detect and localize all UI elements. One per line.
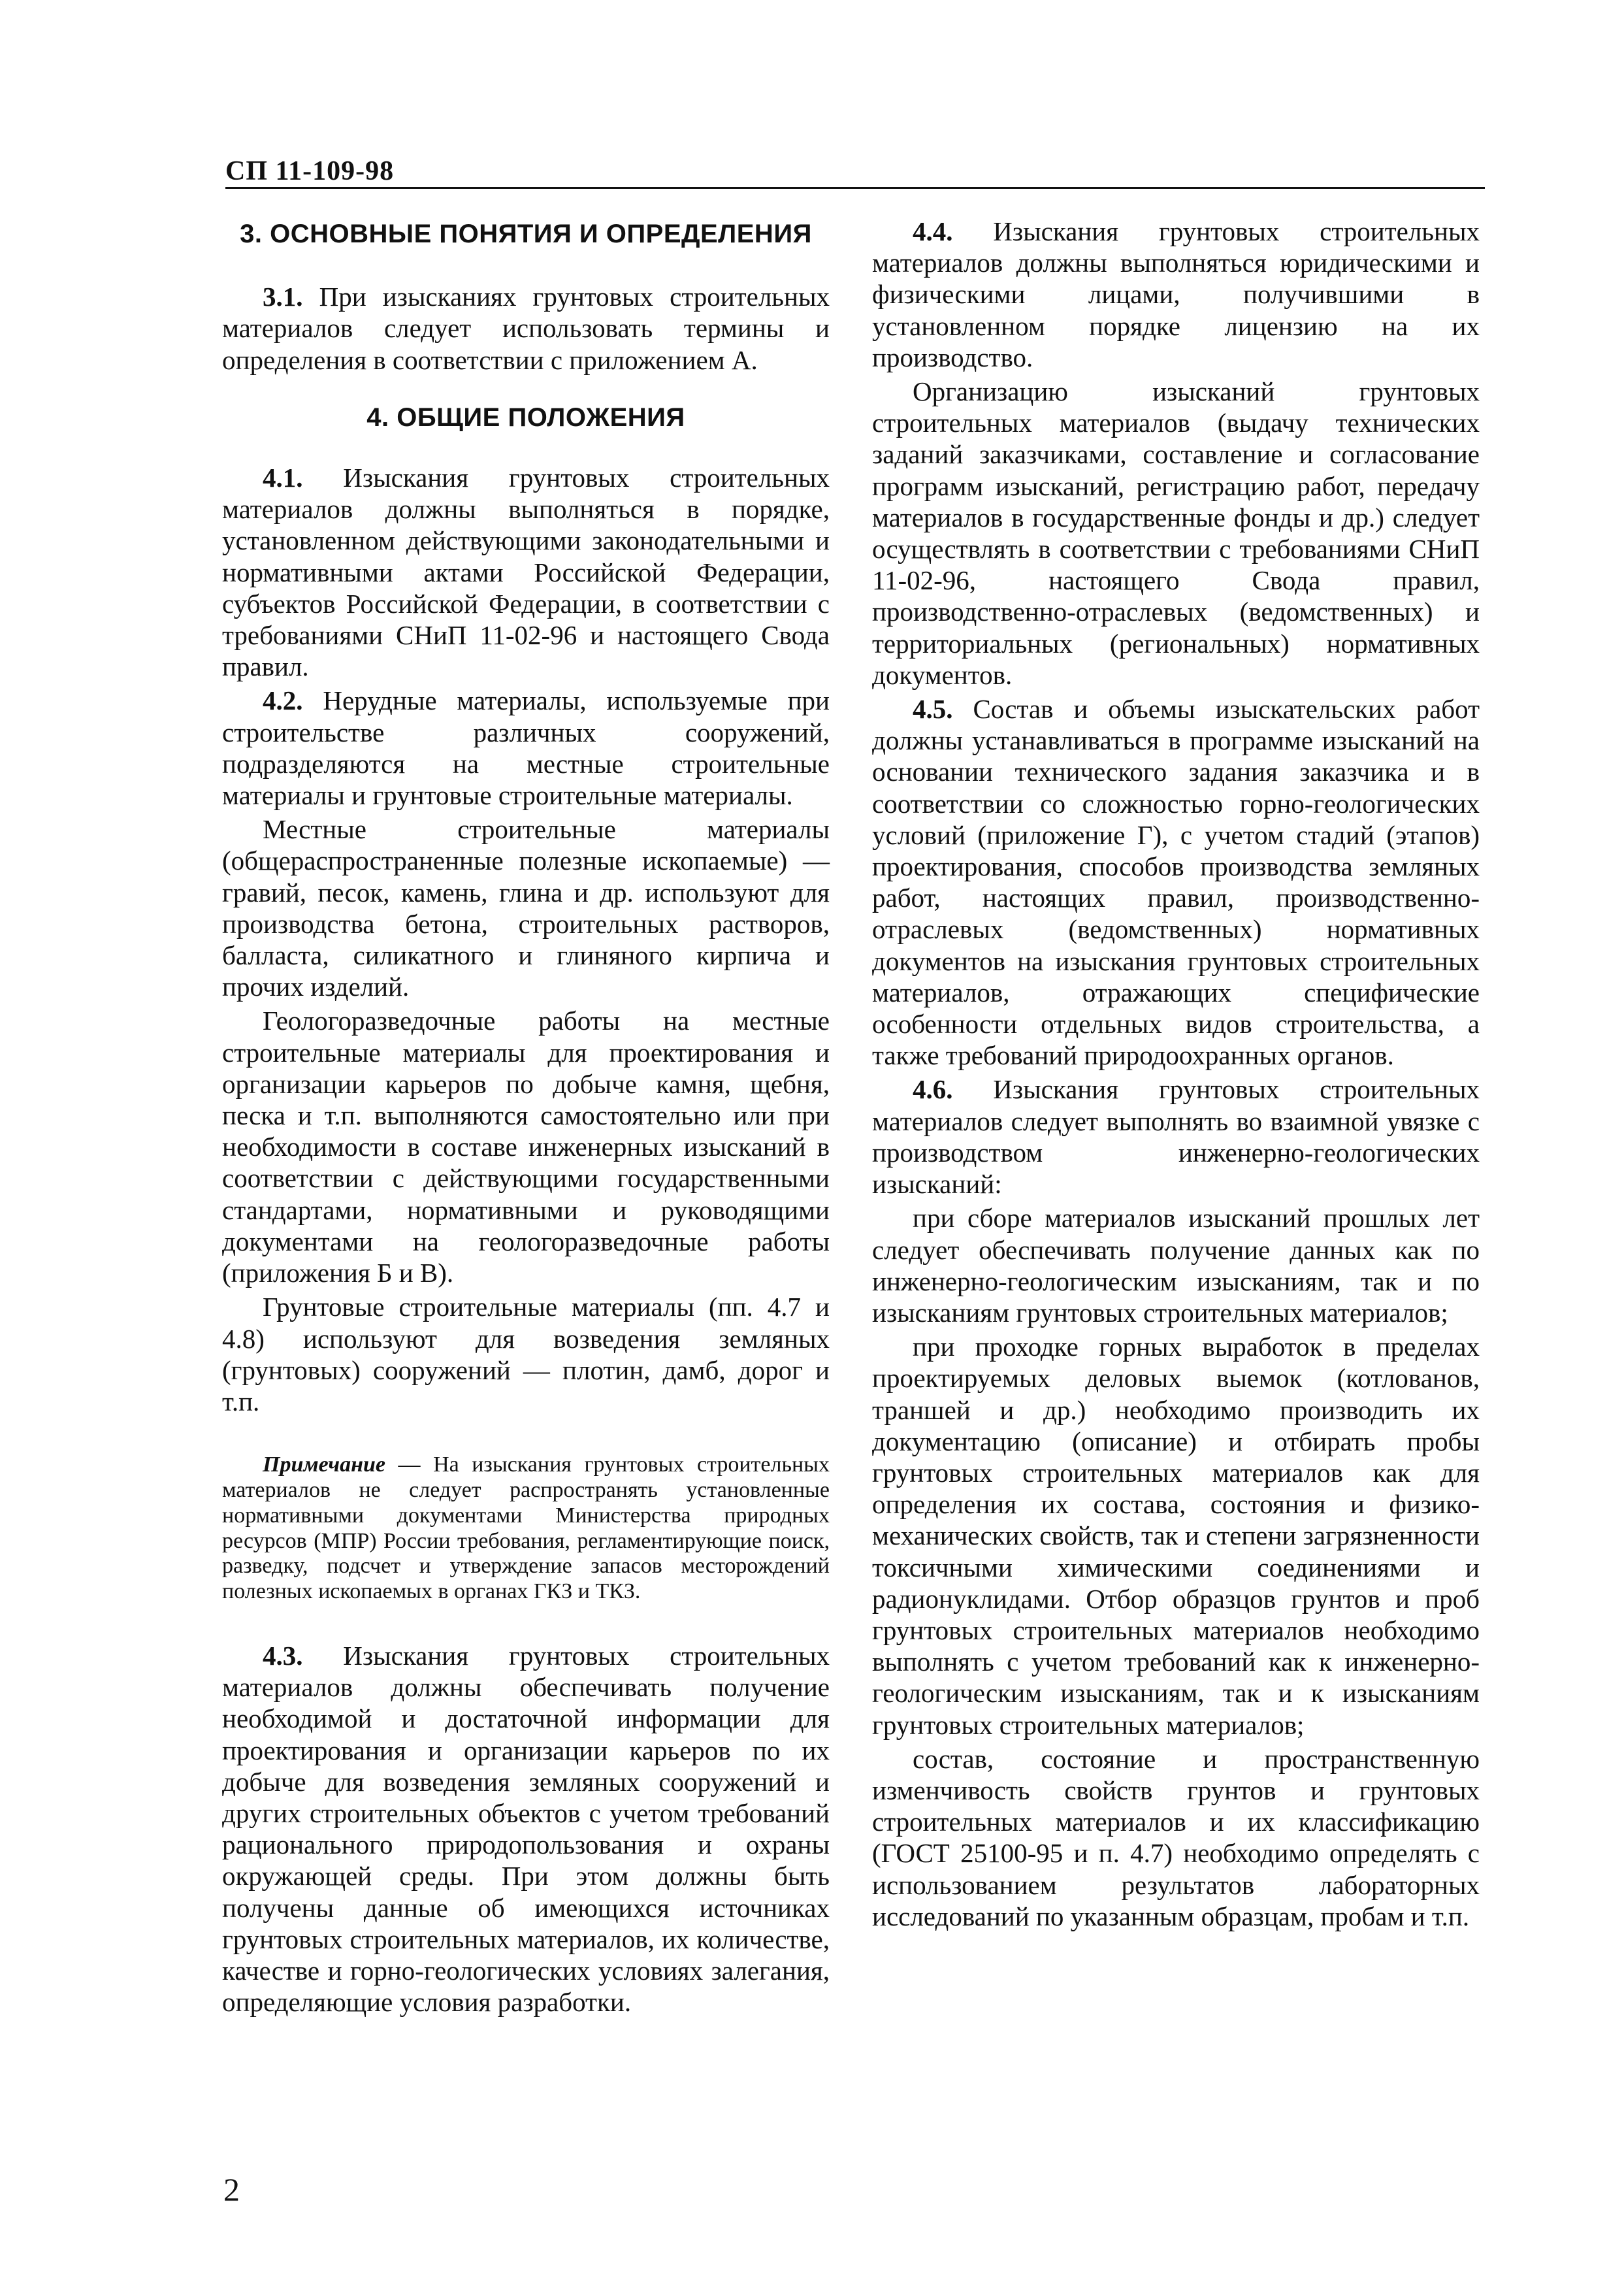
clause-number: 4.3.	[263, 1640, 303, 1671]
paragraph-text: Нерудные материалы, используемые при строительстве различных сооружений, подразделяются на местные строительные материалы и грунтовые строительные материалы.	[222, 685, 830, 811]
paragraph-local-materials: Местные строительные материалы (общераспространенные полезные ископаемые) — гравий, песок, камень, глина и др. используют для производства бетона, строительных растворов, балласта, силикатного и глиняного кирпича и прочих изделий.	[222, 814, 830, 1002]
paragraph-text: Изыскания грунтовых строительных материалов должны выполняться в порядке, установленном действующими законодательными и нормативными актами Российской Федерации, субъектов Российской Федерации, в соответствии с требованиями СНиП 11-02-96 и настоящего Свода правил.	[222, 463, 830, 682]
clause-number: 4.2.	[263, 685, 303, 716]
clause-number: 4.5.	[913, 694, 953, 725]
clause-number: 3.1.	[263, 282, 303, 312]
paragraph-past-surveys: при сборе материалов изысканий прошлых лет следует обеспечивать получение данных как по инженерно-геологическим изысканиям, так и по изысканиям грунтовых строительных материалов;	[872, 1203, 1480, 1328]
paragraph-4-5	[872, 693, 1480, 1071]
note	[222, 1452, 830, 1605]
clause-number: 4.4.	[913, 216, 953, 246]
left-column	[222, 216, 830, 2018]
paragraph-4-2	[222, 685, 830, 811]
note-text: — На изыскания грунтовых строительных материалов не следует распространять установленные нормативными документами Министерства природных ресурсов (МПР) России требования, регламентирующие поиск, разведку, подсчет и утверждение запасов месторождений полезных ископаемых в органах ГКЗ и ТКЗ.	[222, 1452, 830, 1604]
section-4-heading: 4. ОБЩИЕ ПОЛОЖЕНИЯ	[366, 402, 685, 432]
paragraph-text: Изыскания грунтовых строительных материалов должны обеспечивать получение необходимой и достаточной информации для проектирования и организации карьеров по их добыче для возведения земляных сооружений и других строительных объектов с учетом требований рационального природопользования и охраны окружающей среды. При этом должны быть получены данные об имеющихся источниках грунтовых строительных материалов, их количестве, качестве и горно-геологических условиях залегания, определяющие условия разработки.	[222, 1640, 830, 2018]
paragraph-4-4	[872, 216, 1480, 373]
note-label: Примечание	[263, 1452, 386, 1477]
paragraph-text: Состав и объемы изыскательских работ должны устанавливаться в программе изысканий на основании технического задания заказчика и в соответствии со сложностью горно-геологических условий (приложение Г), с учетом стадий (этапов) проектирования, способов производства земляных работ, настоящих правил, производственно-отраслевых (ведомственных) нормативных документов на изыскания грунтовых строительных материалов, отражающих специфические особенности отдельных видов строительства, а также требований природоохранных органов.	[872, 694, 1480, 1071]
paragraph-organization: Организацию изысканий грунтовых строительных материалов (выдачу технических заданий заказчиками, составление и согласование программ изысканий, регистрацию работ, передачу материалов в государственные фонды и др.) следует осуществлять в соответствии с требованиями СНиП 11-02-96, настоящего Свода правил, производственно-отраслевых (ведомственных) и территориальных (региональных) нормативных документов.	[872, 376, 1480, 690]
paragraph-3-1	[222, 281, 830, 376]
paragraph-soil-materials: Грунтовые строительные материалы (пп. 4.7 и 4.8) используют для возведения земляных (грунтовых) сооружений — плотин, дамб, дорог и т.п.	[222, 1292, 830, 1417]
clause-number: 4.6.	[913, 1074, 953, 1105]
paragraph-text: Изыскания грунтовых строительных материалов следует выполнять во взаимной увязке с производством инженерно-геологических изысканий:	[872, 1074, 1480, 1200]
header-rule	[225, 187, 1485, 189]
right-column	[872, 216, 1480, 1932]
paragraph-text: Изыскания грунтовых строительных материалов должны выполняться юридическими и физическими лицами, получившими в установленном порядке лицензию на их производство.	[872, 216, 1480, 372]
section-3-heading: 3. ОСНОВНЫЕ ПОНЯТИЯ И ОПРЕДЕЛЕНИЯ	[240, 220, 812, 248]
paragraph-geological-works: Геологоразведочные работы на местные строительные материалы для проектирования и организации карьеров по добыче камня, щебня, песка и т.п. выполняются самостоятельно или при необходимости в составе инженерных изысканий в соответствии с действующими государственными стандартами, нормативными и руководящими документами на геологоразведочные работы (приложения Б и В).	[222, 1006, 830, 1288]
clause-number: 4.1.	[263, 463, 303, 493]
document-code: СП 11-109-98	[225, 156, 395, 186]
paragraph-4-6	[872, 1073, 1480, 1200]
page-number: 2	[223, 2171, 240, 2208]
paragraph-composition: состав, состояние и пространственную изменчивость свойств грунтов и грунтовых строительных материалов и их классификацию (ГОСТ 25100-95 и п. 4.7) необходимо определять с использованием результатов лабораторных исследований по указанным образцам, пробам и т.п.	[872, 1743, 1480, 1931]
paragraph-4-1	[222, 462, 830, 682]
paragraph-text: При изысканиях грунтовых строительных материалов следует использовать термины и определения в соответствии с приложением А.	[222, 282, 830, 375]
paragraph-mining-works: при проходке горных выработок в пределах проектируемых деловых выемок (котлованов, траншей и др.) необходимо производить их документацию (описание) и отбирать пробы грунтовых строительных материалов как для определения их состава, состояния и физико-механических свойств, так и степени загрязненности токсичными химическими соединениями и радионуклидами. Отбор образцов грунтов и проб грунтовых строительных материалов необходимо выполнять с учетом требований как к инженерно-геологическим изысканиям, так и к изысканиям грунтовых строительных материалов;	[872, 1332, 1480, 1740]
paragraph-4-3	[222, 1640, 830, 2018]
